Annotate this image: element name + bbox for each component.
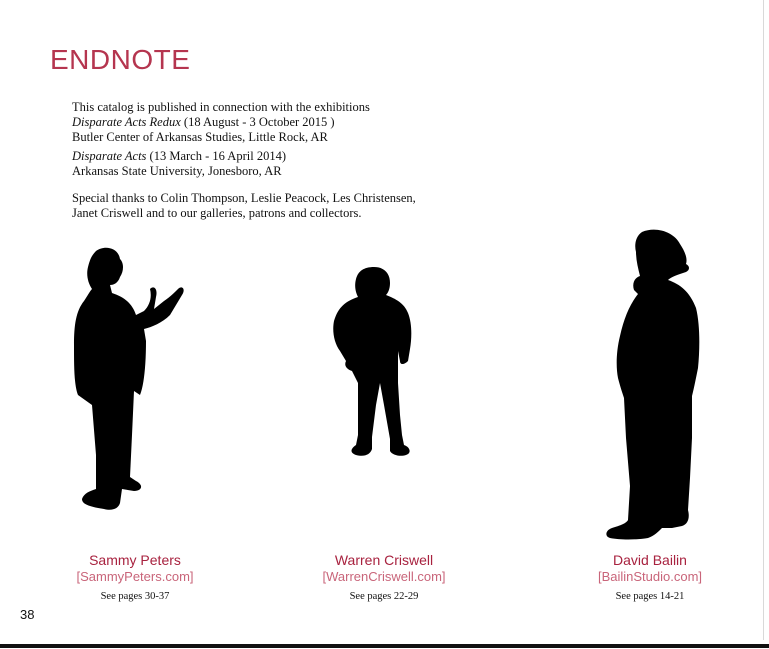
- silhouette-david-bailin: [604, 228, 704, 546]
- page-title: ENDNOTE: [50, 44, 191, 75]
- intro-line: This catalog is published in connection with the exhibitions: [72, 100, 370, 114]
- silhouette-warren-criswell: [330, 265, 414, 459]
- artist-credit-warren-criswell: [284, 552, 484, 602]
- artist-credit-sammy-peters: [35, 552, 235, 602]
- bottom-rule: [0, 644, 769, 648]
- exhibit-2-venue: Arkansas State University, Jonesboro, AR: [72, 164, 282, 178]
- page-edge-divider: [763, 0, 764, 640]
- exhibit-1-venue: Butler Center of Arkansas Studies, Little Rock, AR: [72, 130, 328, 144]
- artist-page-reference: See pages 14-21: [615, 591, 685, 602]
- artist-credit-david-bailin: [550, 552, 750, 602]
- exhibit-1-dates: (18 August - 3 October 2015 ): [180, 115, 335, 129]
- artist-website-link[interactable]: [WarrenCriswell.com]: [322, 569, 446, 584]
- exhibit-2-dates: (13 March - 16 April 2014): [146, 149, 286, 163]
- exhibit-1: [72, 115, 492, 130]
- artist-name: David Bailin: [613, 552, 687, 568]
- artist-name: Warren Criswell: [334, 552, 434, 568]
- exhibit-2: [72, 149, 492, 164]
- artist-name: Sammy Peters: [89, 552, 181, 568]
- page-number: 38: [20, 607, 35, 622]
- artist-website-link[interactable]: [SammyPeters.com]: [76, 569, 194, 584]
- exhibit-2-title: Disparate Acts: [72, 149, 147, 163]
- thanks-line-2: Janet Criswell and to our galleries, patrons and collectors.: [72, 206, 362, 220]
- exhibit-1-title: Disparate Acts Redux: [72, 115, 181, 129]
- artist-website-link[interactable]: [BailinStudio.com]: [597, 569, 703, 584]
- artist-page-reference: See pages 30-37: [100, 591, 170, 602]
- thanks-line-1: Special thanks to Colin Thompson, Leslie Peacock, Les Christensen,: [72, 191, 416, 205]
- artist-page-reference: See pages 22-29: [349, 591, 419, 602]
- silhouette-sammy-peters: [66, 245, 186, 513]
- intro-text: [72, 100, 492, 221]
